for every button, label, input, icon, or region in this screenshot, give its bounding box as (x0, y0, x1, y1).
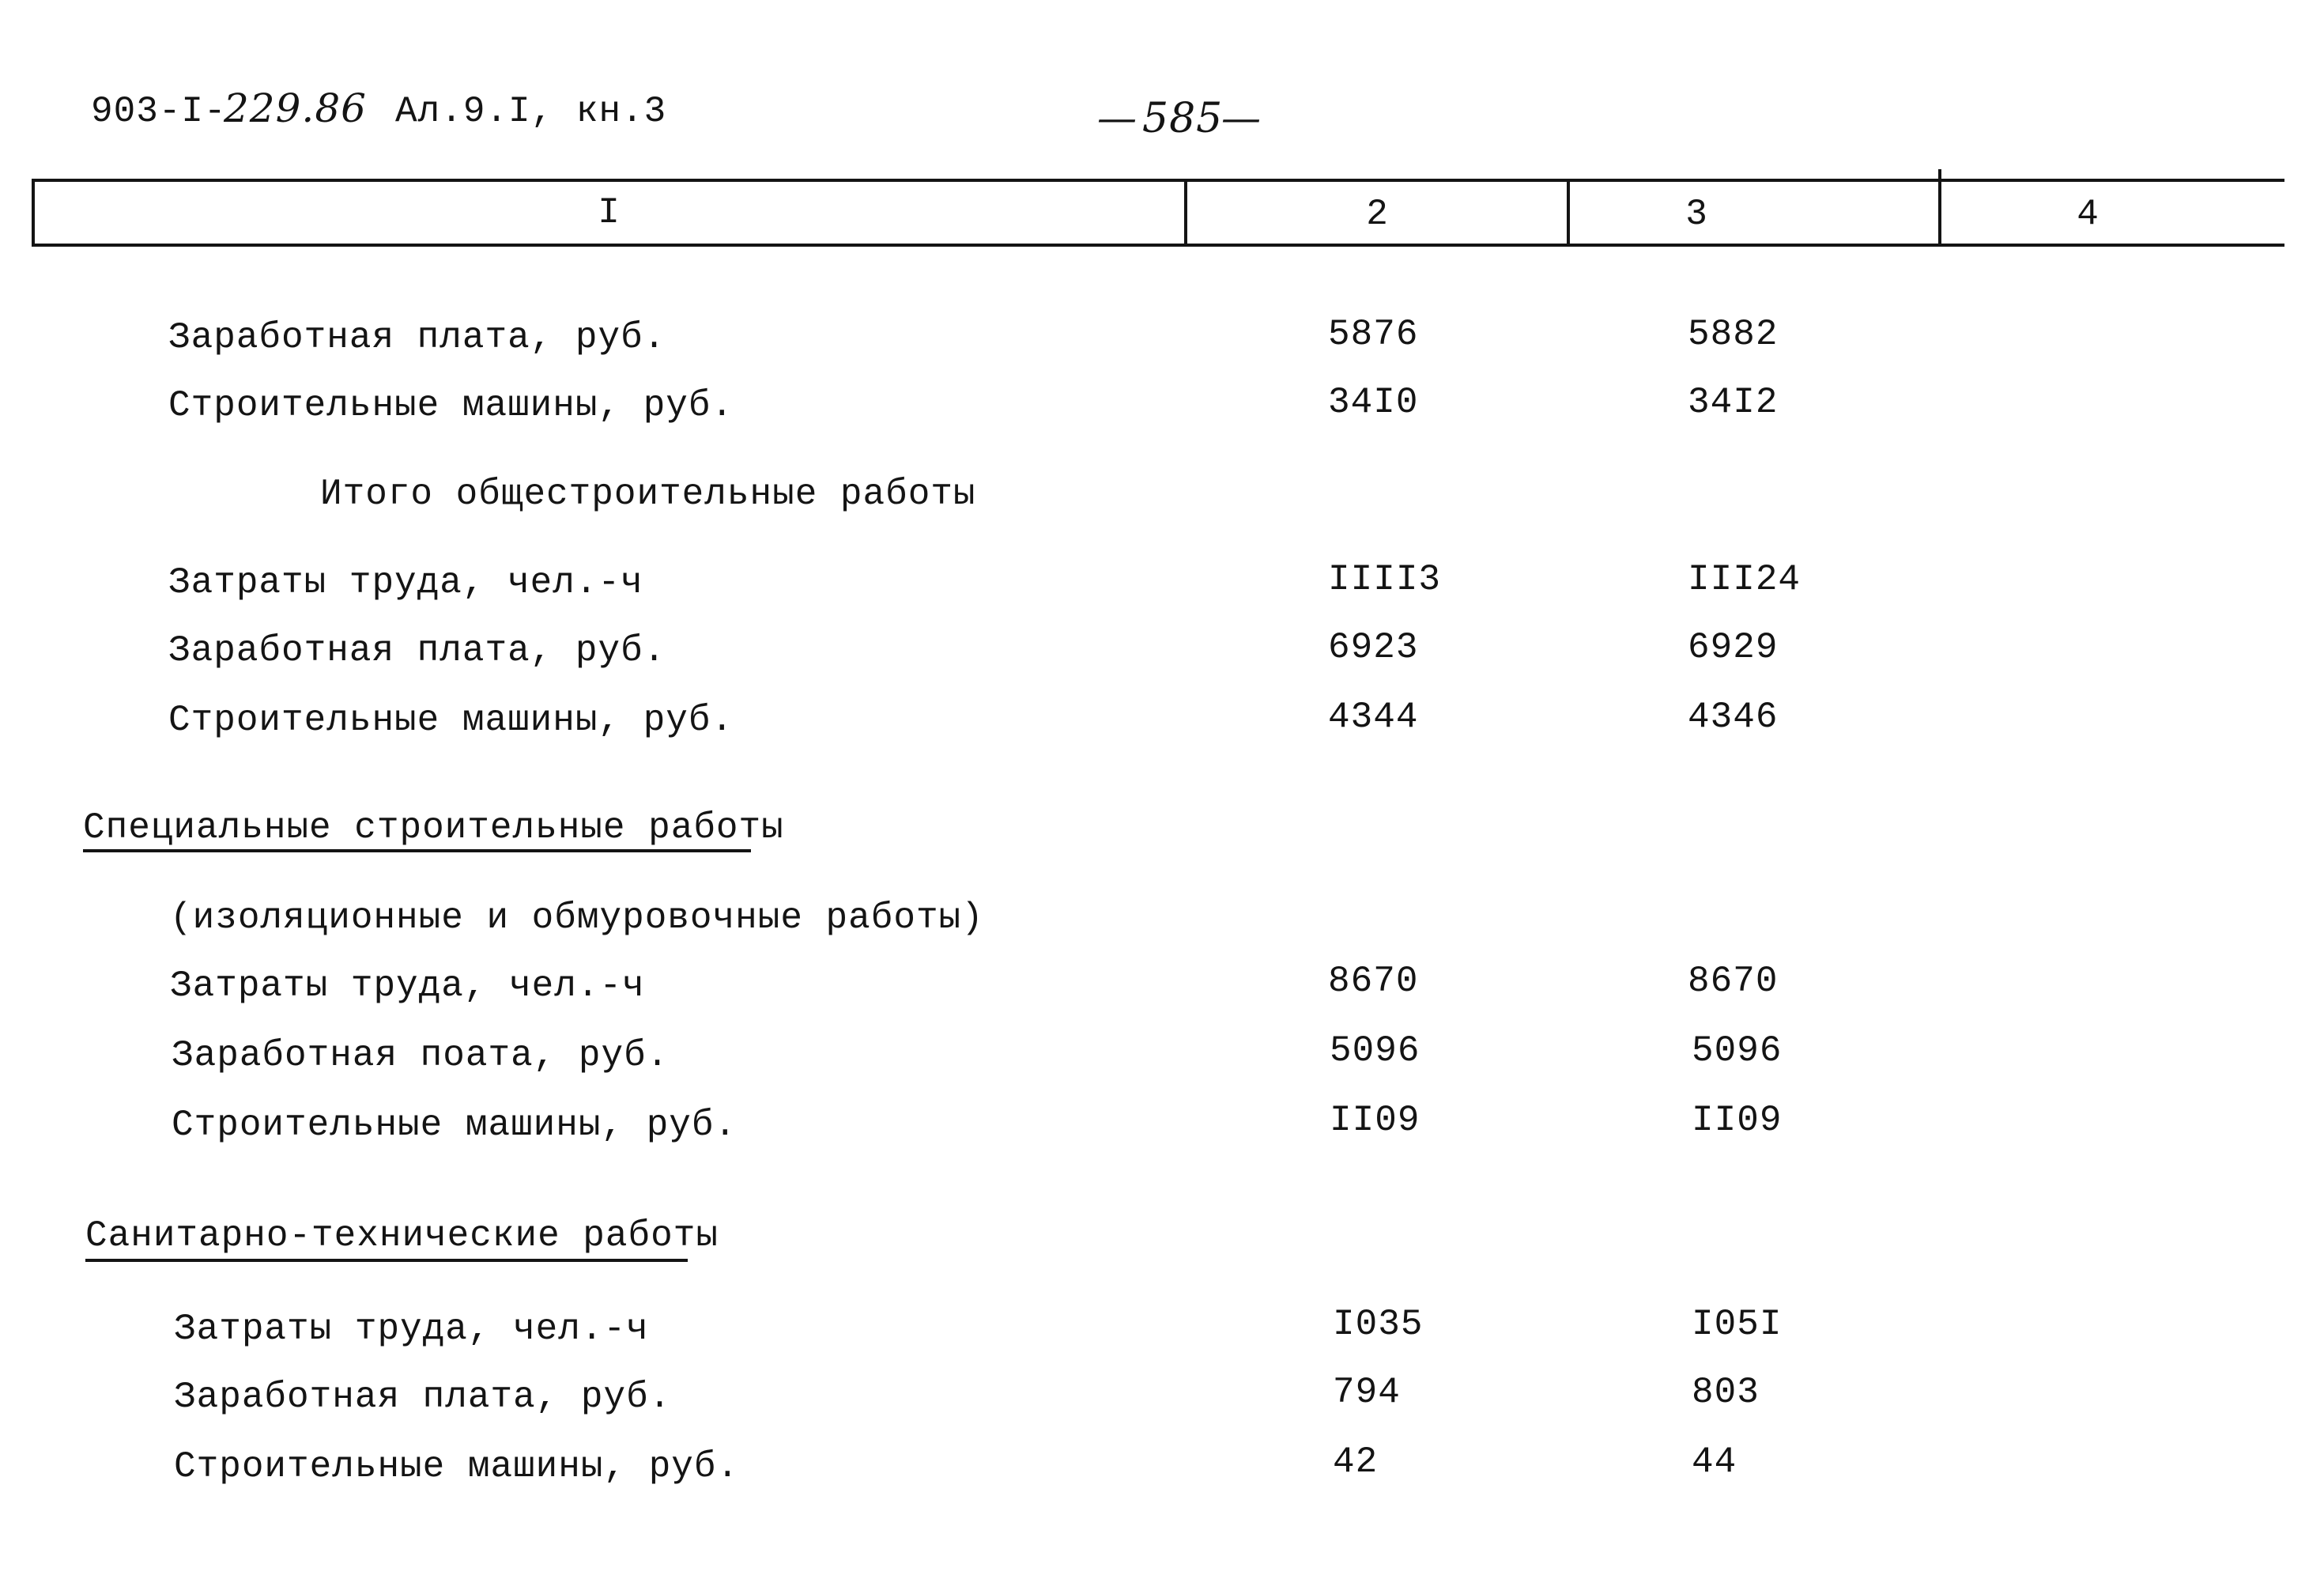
row-label: Заработная плата, руб. (168, 317, 666, 358)
row-value-col3: 5882 (1688, 314, 1779, 355)
row-label: Заработная поата, руб. (172, 1035, 670, 1076)
row-value-col2: II09 (1330, 1100, 1420, 1141)
section-subheading: (изоляционные и обмуровочные работы) (170, 897, 984, 939)
row-value-col3: 803 (1692, 1372, 1760, 1413)
column-header-1: I (598, 192, 620, 233)
doc-code-prefix: 903-I- (91, 91, 227, 132)
row-value-col3: 5096 (1692, 1030, 1783, 1071)
row-value-col2: 5096 (1330, 1030, 1420, 1071)
row-value-col2: 42 (1333, 1441, 1379, 1483)
row-value-col3: 34I2 (1688, 382, 1779, 423)
section-heading-underline (83, 849, 751, 852)
row-value-col2: 8670 (1328, 961, 1419, 1002)
section-heading-special-works: Специальные строительные работы (83, 807, 784, 848)
table-top-rule (32, 179, 2284, 182)
album-reference: Ал.9.I, кн.3 (395, 91, 667, 132)
row-label: Строительные машины, руб. (168, 700, 734, 741)
section-heading-underline (85, 1259, 688, 1262)
row-value-col3: 8670 (1688, 961, 1779, 1002)
row-value-col2: IIII3 (1328, 559, 1442, 600)
row-value-col2: 5876 (1328, 314, 1419, 355)
row-value-col2: 6923 (1328, 627, 1419, 668)
row-label: Заработная плата, руб. (168, 630, 666, 671)
row-label: Строительные машины, руб. (168, 385, 734, 426)
page-dash-right: — (1221, 95, 1262, 141)
page-dash-left: — (1097, 95, 1137, 141)
row-value-col3: III24 (1688, 559, 1801, 600)
row-label: Заработная плата, руб. (174, 1377, 672, 1418)
row-value-col2: I035 (1333, 1304, 1424, 1345)
page-number: 585 (1142, 95, 1224, 142)
subtotal-heading: Итого общестроительные работы (320, 474, 976, 515)
row-value-col3: 44 (1692, 1441, 1737, 1483)
row-label: Затраты труда, чел.-ч (170, 965, 645, 1007)
row-value-col3: 4346 (1688, 697, 1779, 738)
row-label: Строительные машины, руб. (174, 1446, 740, 1487)
column-header-4: 4 (2077, 194, 2099, 235)
row-label: Затраты труда, чел.-ч (168, 562, 643, 603)
row-value-col3: 6929 (1688, 627, 1779, 668)
row-value-col3: I05I (1692, 1304, 1783, 1345)
column-header-3: 3 (1685, 194, 1707, 235)
row-value-col2: 34I0 (1328, 382, 1419, 423)
row-value-col2: 794 (1333, 1372, 1401, 1413)
section-heading-sanitary-works: Санитарно-технические работы (85, 1215, 719, 1256)
table-header-bottom-rule (32, 244, 2284, 247)
row-label: Строительные машины, руб. (172, 1105, 738, 1146)
column-header-2: 2 (1366, 194, 1388, 235)
row-value-col3: II09 (1692, 1100, 1783, 1141)
row-value-col2: 4344 (1328, 697, 1419, 738)
row-label: Затраты труда, чел.-ч (174, 1309, 649, 1350)
doc-code-handwritten: 229.86 (224, 85, 367, 131)
